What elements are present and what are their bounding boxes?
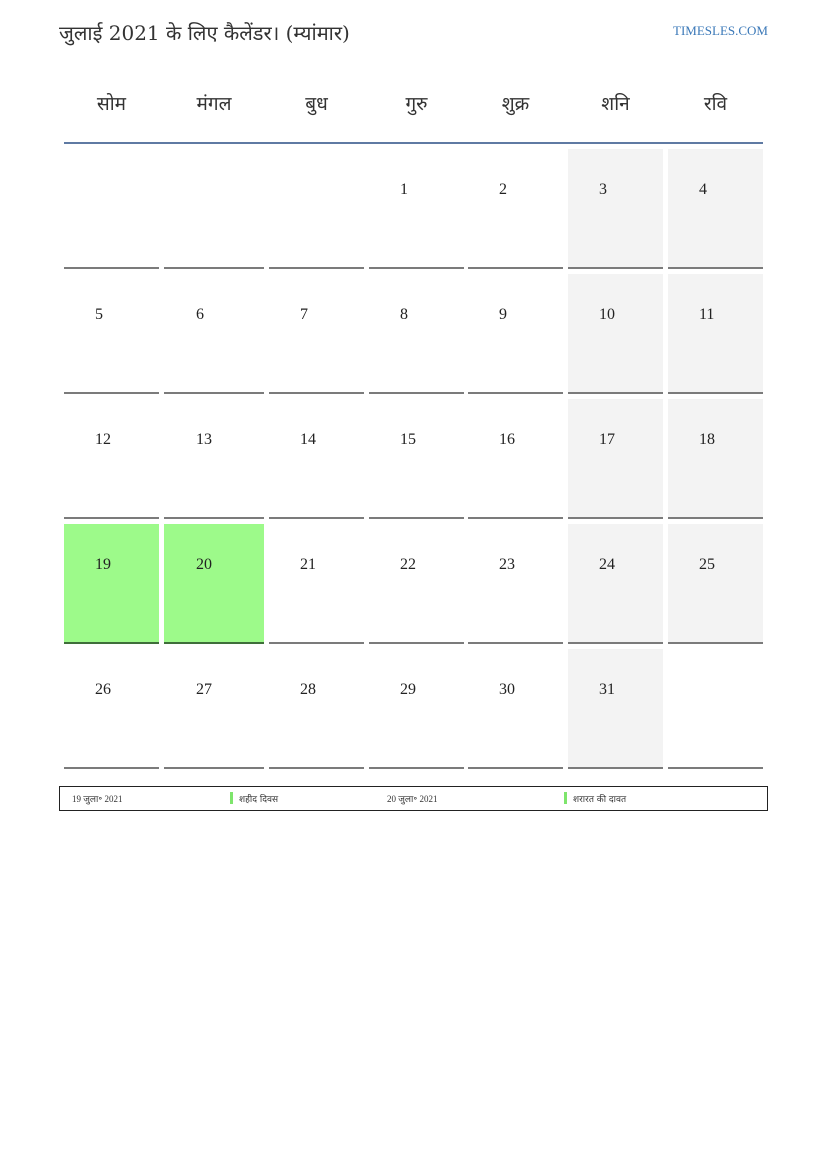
day-number: 30 — [499, 681, 515, 698]
calendar-day-cell — [64, 399, 159, 519]
calendar-empty-cell — [269, 149, 364, 269]
weekday-mon: सोम — [96, 93, 127, 115]
holiday-legend — [59, 786, 768, 811]
site-link[interactable]: TIMESLES.COM — [673, 23, 768, 38]
day-number: 29 — [400, 681, 416, 698]
page-title: जुलाई 2021 के लिए कैलेंडर। (म्यांमार) — [59, 21, 350, 45]
calendar-day-cell — [468, 399, 563, 519]
day-number: 24 — [599, 556, 615, 573]
day-number: 5 — [95, 306, 103, 323]
calendar-empty-cell — [164, 149, 264, 269]
calendar-day-cell — [668, 399, 763, 519]
day-number: 17 — [599, 431, 615, 448]
day-number: 10 — [599, 306, 615, 323]
day-number: 4 — [699, 181, 707, 198]
day-number: 1 — [400, 181, 408, 198]
calendar-day-cell — [64, 274, 159, 394]
calendar-day-cell — [668, 149, 763, 269]
legend-date: 20 जुला॰ 2021 — [387, 794, 438, 804]
calendar-day-cell — [369, 399, 464, 519]
calendar-day-cell — [568, 524, 663, 644]
day-number: 2 — [499, 181, 507, 198]
day-number: 7 — [300, 306, 308, 323]
weekday-wed: बुध — [305, 93, 328, 115]
calendar-day-cell — [269, 274, 364, 394]
day-number: 13 — [196, 431, 212, 448]
legend-holiday-name: शहीद दिवस — [239, 795, 279, 805]
day-number: 19 — [95, 556, 111, 573]
day-number: 18 — [699, 431, 715, 448]
calendar-day-cell — [468, 649, 563, 769]
calendar-day-cell — [668, 274, 763, 394]
calendar-day-cell — [468, 274, 563, 394]
calendar-day-cell — [164, 524, 264, 644]
day-number: 27 — [196, 681, 212, 698]
calendar-day-cell — [668, 524, 763, 644]
legend-holiday-name: शरारत की दावत — [573, 795, 627, 805]
calendar-day-cell — [269, 399, 364, 519]
weekday-tue: मंगल — [196, 93, 232, 115]
day-number: 31 — [599, 681, 615, 698]
calendar-day-cell — [164, 649, 264, 769]
calendar-empty-cell — [64, 149, 159, 269]
day-number: 8 — [400, 306, 408, 323]
calendar-day-cell — [468, 149, 563, 269]
day-number: 20 — [196, 556, 212, 573]
legend-date: 19 जुला॰ 2021 — [72, 794, 123, 804]
calendar-day-cell — [269, 524, 364, 644]
calendar-day-cell — [468, 524, 563, 644]
day-number: 11 — [699, 306, 715, 323]
day-number: 3 — [599, 181, 607, 198]
calendar-day-cell — [64, 649, 159, 769]
calendar-empty-cell — [668, 649, 763, 769]
day-number: 16 — [499, 431, 515, 448]
day-number: 21 — [300, 556, 316, 573]
calendar-day-cell — [369, 149, 464, 269]
calendar-day-cell — [164, 399, 264, 519]
legend-holiday-marker — [230, 792, 233, 804]
day-number: 26 — [95, 681, 111, 698]
calendar-day-cell — [568, 274, 663, 394]
day-number: 22 — [400, 556, 416, 573]
legend-holiday-marker — [564, 792, 567, 804]
day-number: 28 — [300, 681, 316, 698]
calendar-day-cell — [369, 274, 464, 394]
calendar-day-cell — [164, 274, 264, 394]
calendar-day-cell — [269, 649, 364, 769]
weekday-sun: रवि — [703, 93, 728, 115]
weekday-fri: शुक्र — [501, 93, 530, 115]
day-number: 14 — [300, 431, 316, 448]
calendar-day-cell — [64, 524, 159, 644]
day-number: 6 — [196, 306, 204, 323]
calendar-day-cell — [369, 649, 464, 769]
calendar-day-cell — [369, 524, 464, 644]
day-number: 9 — [499, 306, 507, 323]
header-divider — [64, 142, 763, 144]
calendar-day-cell — [568, 649, 663, 769]
calendar-day-cell — [568, 149, 663, 269]
weekday-sat: शनि — [601, 93, 630, 115]
weekday-thu: गुरु — [405, 93, 428, 115]
day-number: 15 — [400, 431, 416, 448]
calendar-day-cell — [568, 399, 663, 519]
day-number: 12 — [95, 431, 111, 448]
day-number: 23 — [499, 556, 515, 573]
day-number: 25 — [699, 556, 715, 573]
